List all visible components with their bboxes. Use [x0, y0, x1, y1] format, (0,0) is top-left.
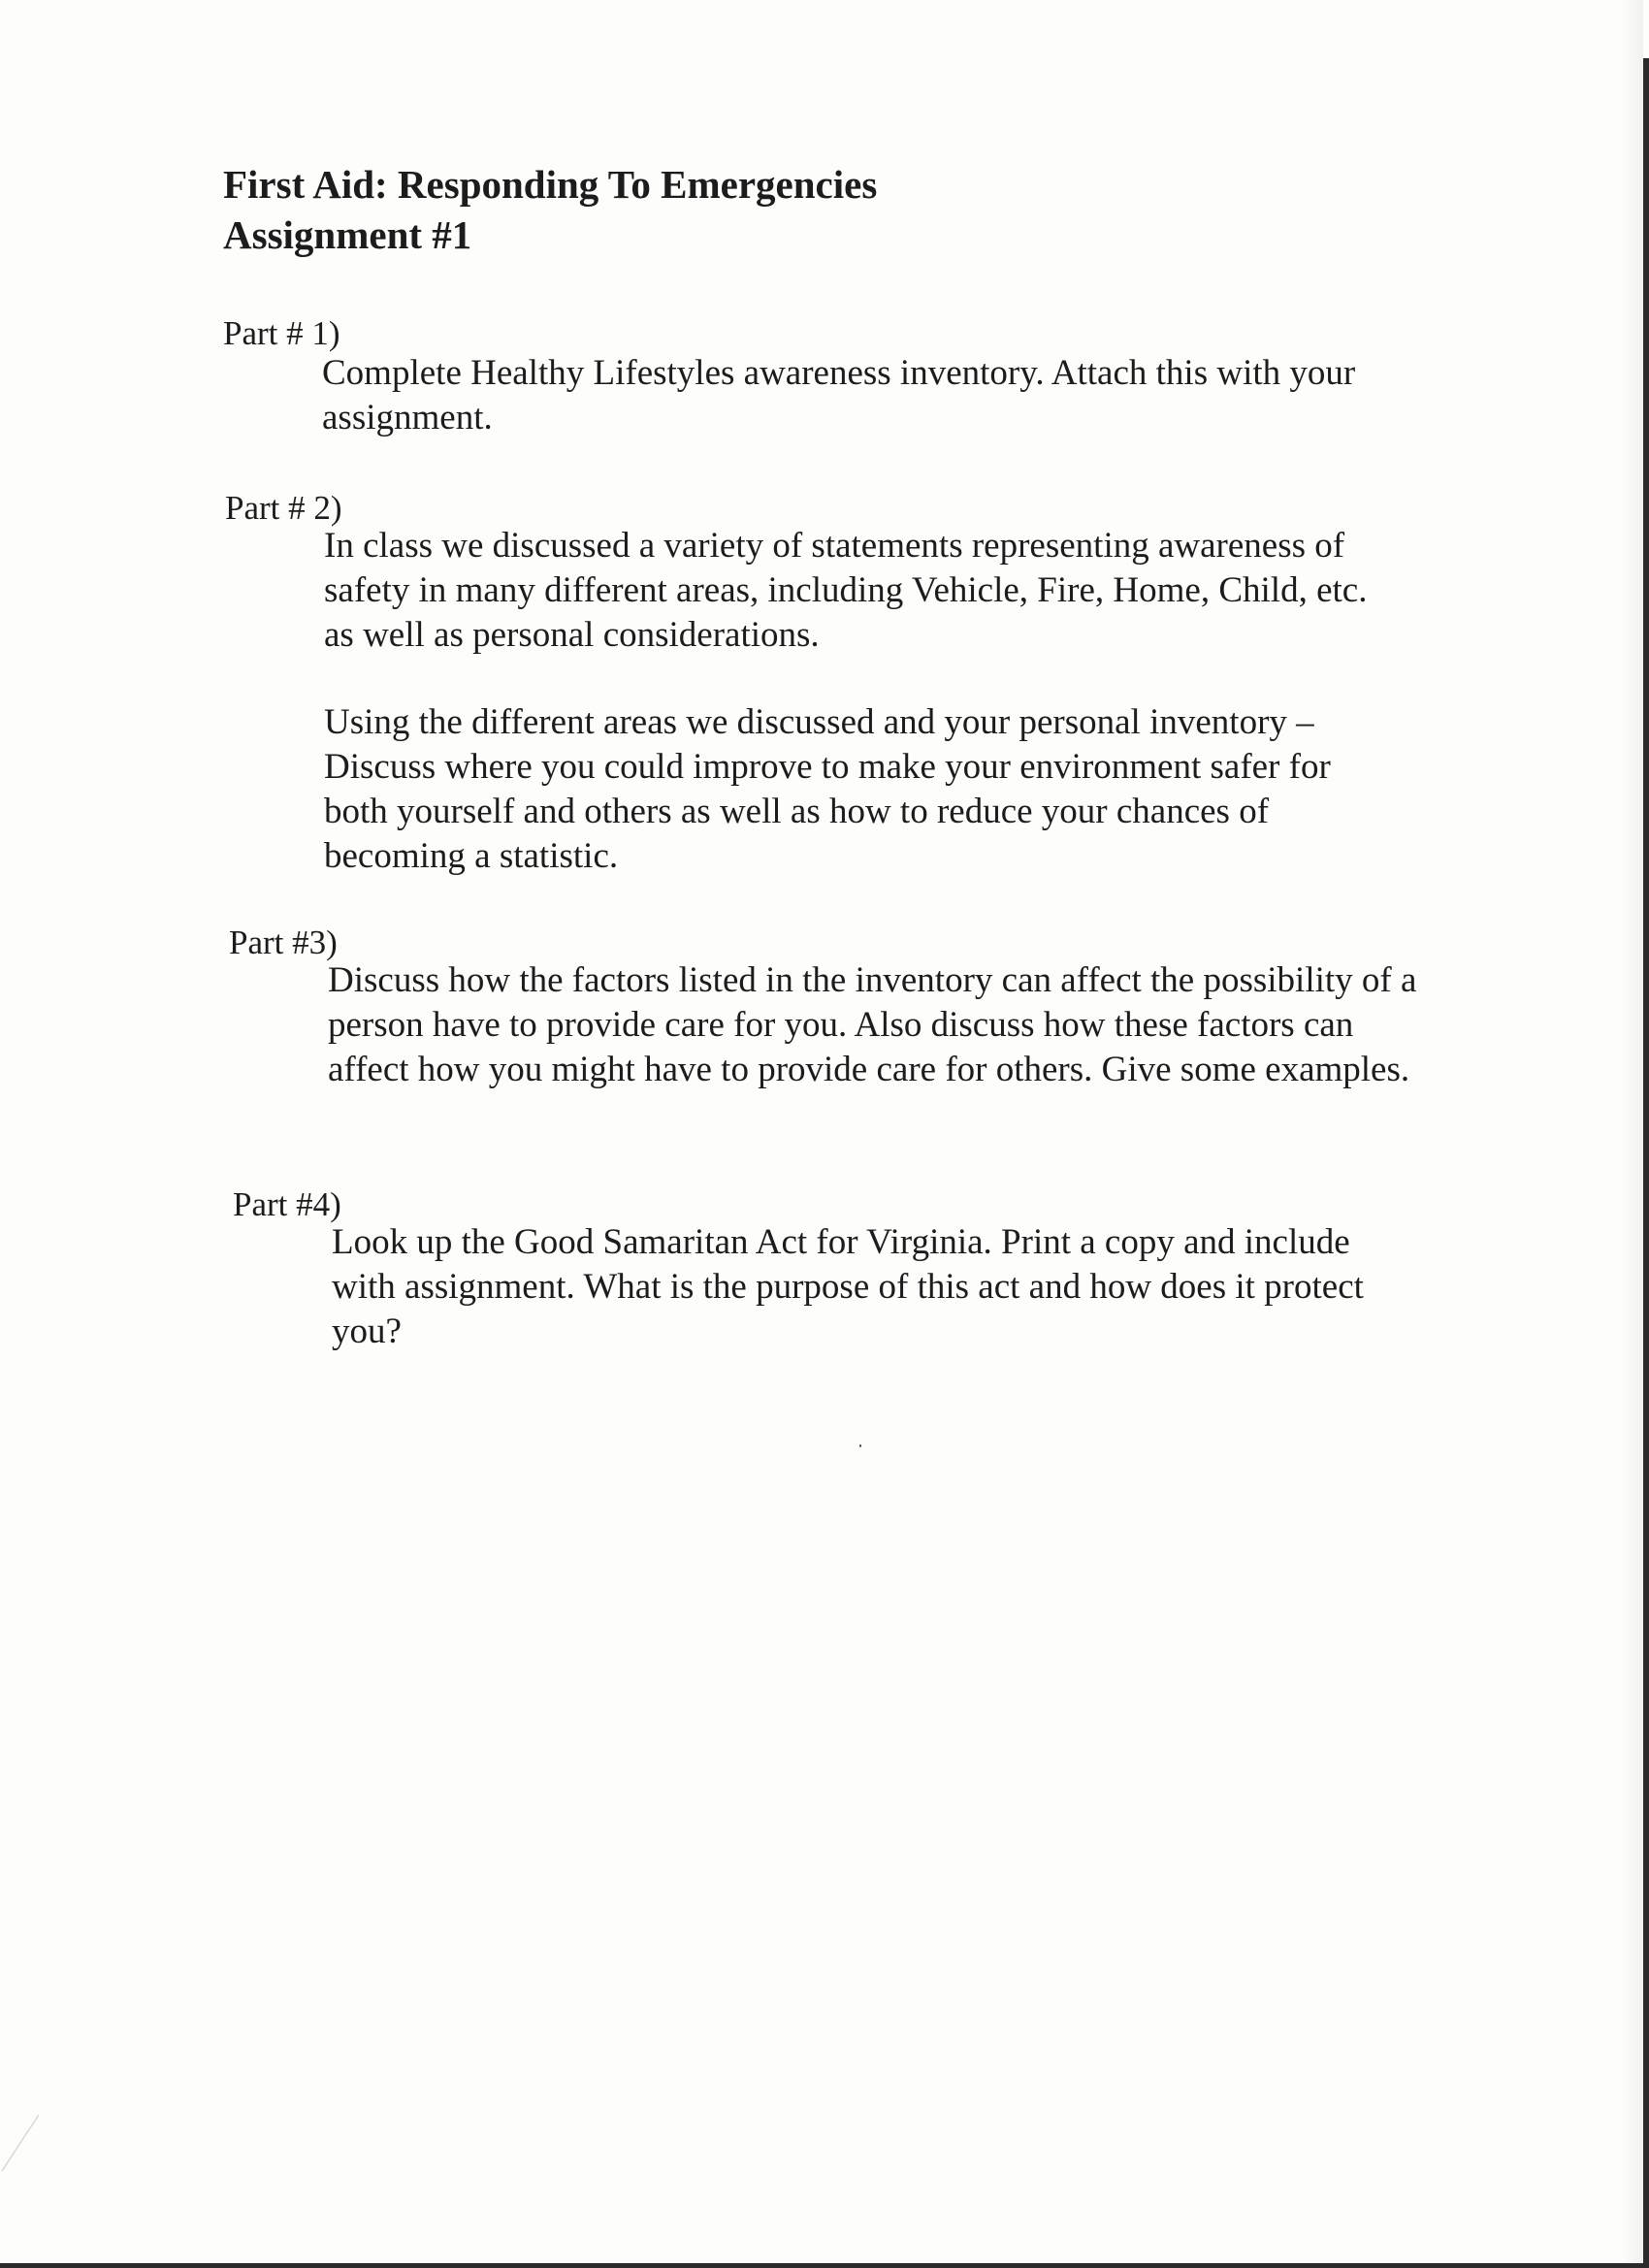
part-1-body: [322, 351, 1408, 440]
part-3-paragraph-1: Discuss how the factors listed in the inventory can affect the possibility of a person have to provide care for you. Also discuss how these factors can affect how you might have to provide care for others. Give some examples.: [328, 960, 1417, 1089]
part-4-label: Part #4): [233, 1185, 341, 1223]
part-2-paragraph-1: In class we discussed a variety of statements representing awareness of safety in many different areas, including Vehicle, Fire, Home, Child, etc. as well as personal considerations.: [324, 526, 1368, 655]
scan-edge-bottom: [0, 2263, 1649, 2268]
part-2-label: Part # 2): [225, 489, 342, 527]
document-title: First Aid: Responding To Emergencies: [223, 162, 878, 207]
scan-edge-right: [1643, 58, 1649, 2268]
scan-speck: [859, 1444, 861, 1447]
part-2-body: [324, 524, 1401, 879]
scan-shadow: [1620, 0, 1643, 2268]
part-4-paragraph-1: Look up the Good Samaritan Act for Virginia. Print a copy and include with assignment. What is the purpose of this act and how does it protect you?: [332, 1222, 1364, 1351]
part-3-label: Part #3): [229, 923, 338, 961]
part-4-body: [332, 1220, 1399, 1354]
part-3-body: [328, 958, 1424, 1092]
part-1-paragraph-1: Complete Healthy Lifestyles awareness inventory. Attach this with your assignment.: [322, 353, 1356, 437]
scan-corner-mark: [0, 2095, 58, 2173]
part-2-paragraph-2: Using the different areas we discussed and your personal inventory – Discuss where you could improve to make your environment safer for both yourself and others as well as how to reduce your chances of becoming a statistic.: [324, 702, 1331, 876]
assignment-number: Assignment #1: [223, 212, 472, 257]
document-header: [223, 159, 877, 260]
part-1-label: Part # 1): [223, 314, 340, 352]
